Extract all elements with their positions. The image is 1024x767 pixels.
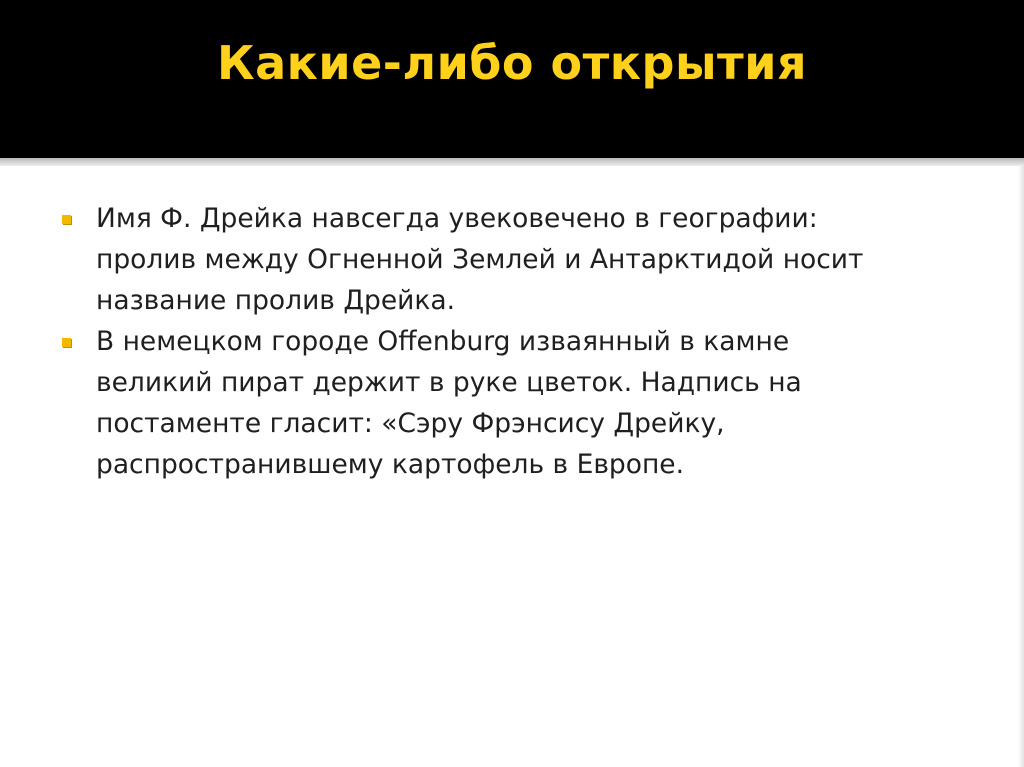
- bullet-text: Имя Ф. Дрейка навсегда увековечено в географии: пролив между Огненной Землей и Антарктидой носит название пролив Дрейка.: [96, 203, 864, 316]
- title-bar: [0, 0, 1024, 158]
- bullet-list: [58, 198, 868, 485]
- slide-edge-shadow: [1018, 166, 1024, 767]
- title-divider: [0, 158, 1024, 166]
- bullet-item: [58, 198, 868, 321]
- square-bullet-icon: [62, 338, 71, 347]
- bullet-text: В немецком городе Offenburg изваянный в камне великий пират держит в руке цветок. Надпись на постаменте гласит: «Сэру Фрэнсису Дрейку, распространившему картофель в Европе.: [96, 326, 802, 480]
- bullet-item: [58, 321, 868, 485]
- slide-title: Какие-либо открытия: [217, 36, 807, 90]
- square-bullet-icon: [62, 215, 71, 224]
